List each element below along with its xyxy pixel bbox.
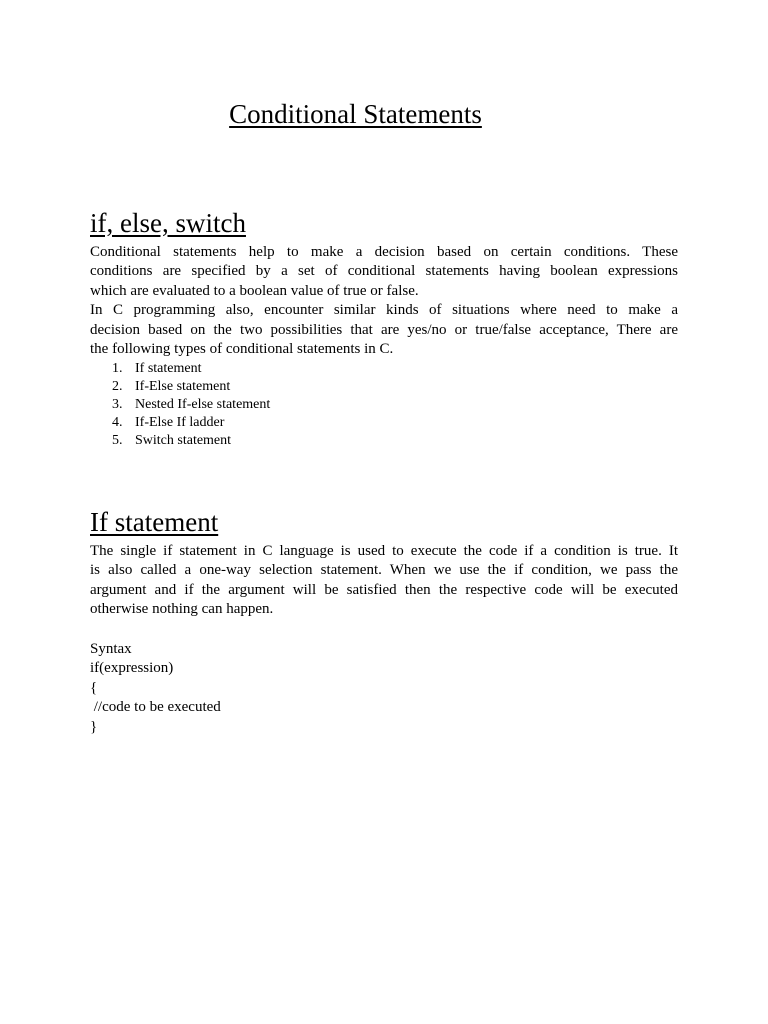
- list-number: 2.: [112, 379, 123, 394]
- if-statement-paragraph: [90, 542, 678, 620]
- syntax-label: Syntax: [90, 641, 132, 657]
- code-line: //code to be executed: [90, 699, 221, 716]
- code-line: {: [90, 679, 98, 696]
- paragraph-line: conditions are specified by a set of conditional statements having boolean expressions: [90, 263, 678, 280]
- list-item-text: Nested If-else statement: [135, 397, 271, 412]
- list-item: [90, 360, 270, 378]
- list-number: 3.: [112, 397, 123, 412]
- list-item-text: If-Else statement: [135, 379, 231, 394]
- section-heading-if-statement: If statement: [90, 507, 219, 537]
- list-number: 5.: [112, 433, 123, 448]
- paragraph-line: Conditional statements help to make a decision based on certain conditions. These: [90, 244, 678, 260]
- list-item: [90, 414, 270, 432]
- code-line: }: [90, 718, 98, 735]
- conditional-types-list: [90, 360, 270, 450]
- paragraph-line: which are evaluated to a boolean value of true or false.: [90, 282, 419, 299]
- list-item: [90, 378, 270, 396]
- code-line: if(expression): [90, 660, 174, 677]
- paragraph-line: In C programming also, encounter similar kinds of situations where need to make a: [90, 302, 678, 319]
- list-item: [90, 396, 270, 414]
- list-number: 1.: [112, 361, 123, 376]
- paragraph-line: The single if statement in C language is used to execute the code if a condition is true. It: [90, 543, 678, 559]
- document-title: Conditional Statements: [229, 99, 482, 129]
- list-item-text: If-Else If ladder: [135, 415, 225, 430]
- paragraph-line: decision based on the two possibilities that are yes/no or true/false acceptance, There are: [90, 321, 678, 338]
- list-item-text: If statement: [135, 361, 202, 376]
- paragraph-line: is also called a one-way selection statement. When we use the if condition, we pass the: [90, 562, 678, 579]
- list-item: [90, 432, 270, 450]
- section-heading-if-else-switch: if, else, switch: [90, 208, 246, 238]
- paragraph-line: argument and if the argument will be satisfied then the respective code will be executed: [90, 581, 678, 598]
- paragraph-line: the following types of conditional statements in C.: [90, 341, 394, 358]
- list-number: 4.: [112, 415, 123, 430]
- intro-paragraph: [90, 243, 678, 359]
- paragraph-line: otherwise nothing can happen.: [90, 601, 274, 618]
- list-item-text: Switch statement: [135, 433, 232, 448]
- syntax-block: [90, 640, 221, 737]
